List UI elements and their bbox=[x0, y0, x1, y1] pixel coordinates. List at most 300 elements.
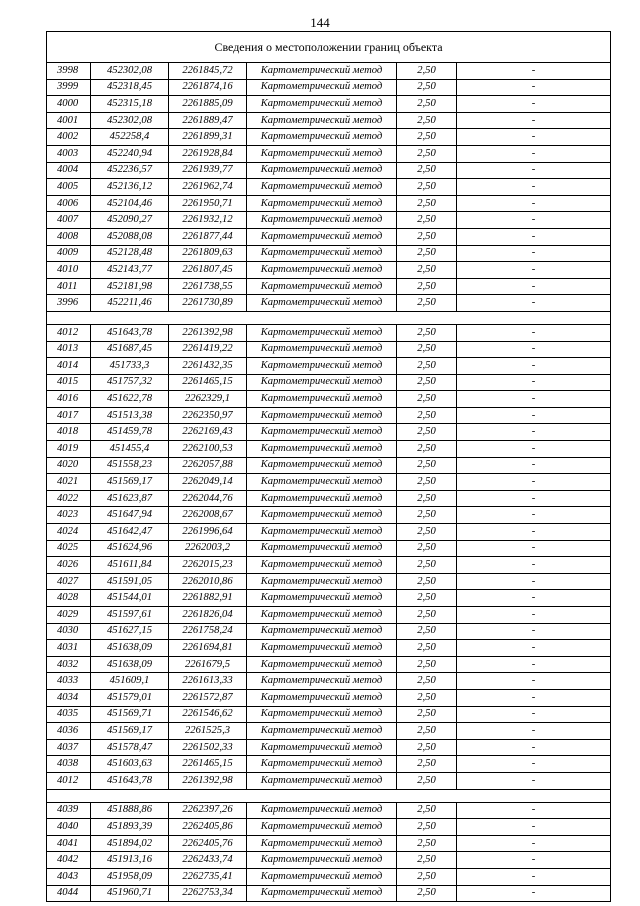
point-number-cell: 4010 bbox=[47, 262, 91, 279]
description-cell: - bbox=[457, 756, 611, 773]
accuracy-cell: 2,50 bbox=[397, 673, 457, 690]
description-cell: - bbox=[457, 162, 611, 179]
method-cell: Картометрический метод bbox=[247, 490, 397, 507]
y-coordinate-cell: 2261939,77 bbox=[169, 162, 247, 179]
accuracy-cell: 2,50 bbox=[397, 819, 457, 836]
x-coordinate-cell: 451687,45 bbox=[91, 341, 169, 358]
method-cell: Картометрический метод bbox=[247, 590, 397, 607]
method-cell: Картометрический метод bbox=[247, 706, 397, 723]
method-cell: Картометрический метод bbox=[247, 195, 397, 212]
accuracy-cell: 2,50 bbox=[397, 162, 457, 179]
table-row bbox=[47, 407, 611, 424]
description-cell: - bbox=[457, 374, 611, 391]
point-number-cell: 4033 bbox=[47, 673, 91, 690]
description-cell: - bbox=[457, 262, 611, 279]
x-coordinate-cell: 452302,08 bbox=[91, 112, 169, 129]
y-coordinate-cell: 2262433,74 bbox=[169, 852, 247, 869]
method-cell: Картометрический метод bbox=[247, 819, 397, 836]
method-cell: Картометрический метод bbox=[247, 623, 397, 640]
accuracy-cell: 2,50 bbox=[397, 245, 457, 262]
point-number-cell: 4022 bbox=[47, 490, 91, 507]
group-separator bbox=[47, 311, 611, 324]
table-row bbox=[47, 524, 611, 541]
table-title-row bbox=[47, 32, 611, 63]
accuracy-cell: 2,50 bbox=[397, 739, 457, 756]
table-row bbox=[47, 868, 611, 885]
y-coordinate-cell: 2261996,64 bbox=[169, 524, 247, 541]
y-coordinate-cell: 2261899,31 bbox=[169, 129, 247, 146]
table-row bbox=[47, 689, 611, 706]
description-cell: - bbox=[457, 358, 611, 375]
point-number-cell: 4004 bbox=[47, 162, 91, 179]
method-cell: Картометрический метод bbox=[247, 540, 397, 557]
table-row bbox=[47, 374, 611, 391]
method-cell: Картометрический метод bbox=[247, 457, 397, 474]
point-number-cell: 4039 bbox=[47, 802, 91, 819]
accuracy-cell: 2,50 bbox=[397, 212, 457, 229]
y-coordinate-cell: 2261525,3 bbox=[169, 723, 247, 740]
x-coordinate-cell: 452236,57 bbox=[91, 162, 169, 179]
x-coordinate-cell: 452088,08 bbox=[91, 228, 169, 245]
y-coordinate-cell: 2261730,89 bbox=[169, 295, 247, 312]
x-coordinate-cell: 451643,78 bbox=[91, 772, 169, 789]
x-coordinate-cell: 451591,05 bbox=[91, 573, 169, 590]
y-coordinate-cell: 2261546,62 bbox=[169, 706, 247, 723]
description-cell: - bbox=[457, 607, 611, 624]
y-coordinate-cell: 2262405,86 bbox=[169, 819, 247, 836]
description-cell: - bbox=[457, 507, 611, 524]
x-coordinate-cell: 452104,46 bbox=[91, 195, 169, 212]
page-number: 144 bbox=[310, 15, 330, 30]
y-coordinate-cell: 2261502,33 bbox=[169, 739, 247, 756]
description-cell: - bbox=[457, 689, 611, 706]
description-cell: - bbox=[457, 112, 611, 129]
accuracy-cell: 2,50 bbox=[397, 573, 457, 590]
x-coordinate-cell: 451642,47 bbox=[91, 524, 169, 541]
x-coordinate-cell: 452143,77 bbox=[91, 262, 169, 279]
method-cell: Картометрический метод bbox=[247, 63, 397, 80]
boundary-table bbox=[46, 31, 611, 902]
y-coordinate-cell: 2261694,81 bbox=[169, 640, 247, 657]
accuracy-cell: 2,50 bbox=[397, 623, 457, 640]
y-coordinate-cell: 2261932,12 bbox=[169, 212, 247, 229]
table-row bbox=[47, 607, 611, 624]
description-cell: - bbox=[457, 145, 611, 162]
method-cell: Картометрический метод bbox=[247, 673, 397, 690]
method-cell: Картометрический метод bbox=[247, 374, 397, 391]
method-cell: Картометрический метод bbox=[247, 424, 397, 441]
point-number-cell: 4011 bbox=[47, 278, 91, 295]
description-cell: - bbox=[457, 885, 611, 902]
x-coordinate-cell: 451623,87 bbox=[91, 490, 169, 507]
accuracy-cell: 2,50 bbox=[397, 374, 457, 391]
y-coordinate-cell: 2261613,33 bbox=[169, 673, 247, 690]
method-cell: Картометрический метод bbox=[247, 278, 397, 295]
x-coordinate-cell: 451894,02 bbox=[91, 835, 169, 852]
x-coordinate-cell: 451603,63 bbox=[91, 756, 169, 773]
description-cell: - bbox=[457, 772, 611, 789]
table-row bbox=[47, 79, 611, 96]
accuracy-cell: 2,50 bbox=[397, 129, 457, 146]
accuracy-cell: 2,50 bbox=[397, 424, 457, 441]
description-cell: - bbox=[457, 739, 611, 756]
x-coordinate-cell: 451958,09 bbox=[91, 868, 169, 885]
method-cell: Картометрический метод bbox=[247, 341, 397, 358]
y-coordinate-cell: 2261882,91 bbox=[169, 590, 247, 607]
accuracy-cell: 2,50 bbox=[397, 607, 457, 624]
description-cell: - bbox=[457, 623, 611, 640]
description-cell: - bbox=[457, 441, 611, 458]
table-row bbox=[47, 424, 611, 441]
accuracy-cell: 2,50 bbox=[397, 835, 457, 852]
method-cell: Картометрический метод bbox=[247, 835, 397, 852]
x-coordinate-cell: 451643,78 bbox=[91, 324, 169, 341]
accuracy-cell: 2,50 bbox=[397, 490, 457, 507]
description-cell: - bbox=[457, 278, 611, 295]
point-number-cell: 4017 bbox=[47, 407, 91, 424]
accuracy-cell: 2,50 bbox=[397, 640, 457, 657]
point-number-cell: 4006 bbox=[47, 195, 91, 212]
point-number-cell: 4005 bbox=[47, 179, 91, 196]
table-row bbox=[47, 772, 611, 789]
y-coordinate-cell: 2262753,34 bbox=[169, 885, 247, 902]
group-separator bbox=[47, 789, 611, 802]
method-cell: Картометрический метод bbox=[247, 885, 397, 902]
table-row bbox=[47, 706, 611, 723]
table-row bbox=[47, 457, 611, 474]
table-row bbox=[47, 623, 611, 640]
accuracy-cell: 2,50 bbox=[397, 689, 457, 706]
y-coordinate-cell: 2261889,47 bbox=[169, 112, 247, 129]
description-cell: - bbox=[457, 79, 611, 96]
accuracy-cell: 2,50 bbox=[397, 852, 457, 869]
description-cell: - bbox=[457, 407, 611, 424]
method-cell: Картометрический метод bbox=[247, 162, 397, 179]
point-number-cell: 4026 bbox=[47, 557, 91, 574]
table-row bbox=[47, 573, 611, 590]
point-number-cell: 4000 bbox=[47, 96, 91, 113]
table-row bbox=[47, 228, 611, 245]
x-coordinate-cell: 452302,08 bbox=[91, 63, 169, 80]
group-separator-row bbox=[47, 311, 611, 324]
table-row bbox=[47, 162, 611, 179]
y-coordinate-cell: 2262169,43 bbox=[169, 424, 247, 441]
y-coordinate-cell: 2261572,87 bbox=[169, 689, 247, 706]
point-number-cell: 4025 bbox=[47, 540, 91, 557]
table-row bbox=[47, 802, 611, 819]
method-cell: Картометрический метод bbox=[247, 723, 397, 740]
method-cell: Картометрический метод bbox=[247, 129, 397, 146]
description-cell: - bbox=[457, 540, 611, 557]
table-body bbox=[47, 32, 611, 902]
table-row bbox=[47, 852, 611, 869]
y-coordinate-cell: 2261392,98 bbox=[169, 772, 247, 789]
y-coordinate-cell: 2261807,45 bbox=[169, 262, 247, 279]
point-number-cell: 4040 bbox=[47, 819, 91, 836]
accuracy-cell: 2,50 bbox=[397, 407, 457, 424]
method-cell: Картометрический метод bbox=[247, 557, 397, 574]
table-row bbox=[47, 391, 611, 408]
table-row bbox=[47, 441, 611, 458]
accuracy-cell: 2,50 bbox=[397, 79, 457, 96]
description-cell: - bbox=[457, 590, 611, 607]
point-number-cell: 4008 bbox=[47, 228, 91, 245]
y-coordinate-cell: 2261465,15 bbox=[169, 374, 247, 391]
y-coordinate-cell: 2262397,26 bbox=[169, 802, 247, 819]
point-number-cell: 4021 bbox=[47, 474, 91, 491]
description-cell: - bbox=[457, 868, 611, 885]
accuracy-cell: 2,50 bbox=[397, 228, 457, 245]
x-coordinate-cell: 452136,12 bbox=[91, 179, 169, 196]
y-coordinate-cell: 2261885,09 bbox=[169, 96, 247, 113]
y-coordinate-cell: 2261845,72 bbox=[169, 63, 247, 80]
method-cell: Картометрический метод bbox=[247, 441, 397, 458]
method-cell: Картометрический метод bbox=[247, 212, 397, 229]
accuracy-cell: 2,50 bbox=[397, 507, 457, 524]
point-number-cell: 4002 bbox=[47, 129, 91, 146]
point-number-cell: 4024 bbox=[47, 524, 91, 541]
x-coordinate-cell: 451624,96 bbox=[91, 540, 169, 557]
x-coordinate-cell: 451757,32 bbox=[91, 374, 169, 391]
x-coordinate-cell: 452090,27 bbox=[91, 212, 169, 229]
x-coordinate-cell: 451569,17 bbox=[91, 723, 169, 740]
y-coordinate-cell: 2262003,2 bbox=[169, 540, 247, 557]
y-coordinate-cell: 2261962,74 bbox=[169, 179, 247, 196]
accuracy-cell: 2,50 bbox=[397, 195, 457, 212]
x-coordinate-cell: 451609,1 bbox=[91, 673, 169, 690]
point-number-cell: 4019 bbox=[47, 441, 91, 458]
accuracy-cell: 2,50 bbox=[397, 590, 457, 607]
description-cell: - bbox=[457, 391, 611, 408]
x-coordinate-cell: 451455,4 bbox=[91, 441, 169, 458]
x-coordinate-cell: 451597,61 bbox=[91, 607, 169, 624]
x-coordinate-cell: 451579,01 bbox=[91, 689, 169, 706]
table-row bbox=[47, 324, 611, 341]
accuracy-cell: 2,50 bbox=[397, 112, 457, 129]
description-cell: - bbox=[457, 424, 611, 441]
x-coordinate-cell: 451893,39 bbox=[91, 819, 169, 836]
y-coordinate-cell: 2261877,44 bbox=[169, 228, 247, 245]
point-number-cell: 4012 bbox=[47, 324, 91, 341]
point-number-cell: 4009 bbox=[47, 245, 91, 262]
method-cell: Картометрический метод bbox=[247, 358, 397, 375]
point-number-cell: 4014 bbox=[47, 358, 91, 375]
x-coordinate-cell: 451888,86 bbox=[91, 802, 169, 819]
point-number-cell: 4032 bbox=[47, 656, 91, 673]
table-row bbox=[47, 341, 611, 358]
accuracy-cell: 2,50 bbox=[397, 802, 457, 819]
method-cell: Картометрический метод bbox=[247, 145, 397, 162]
accuracy-cell: 2,50 bbox=[397, 540, 457, 557]
point-number-cell: 3999 bbox=[47, 79, 91, 96]
point-number-cell: 4029 bbox=[47, 607, 91, 624]
accuracy-cell: 2,50 bbox=[397, 324, 457, 341]
table-row bbox=[47, 885, 611, 902]
accuracy-cell: 2,50 bbox=[397, 772, 457, 789]
point-number-cell: 3998 bbox=[47, 63, 91, 80]
description-cell: - bbox=[457, 228, 611, 245]
y-coordinate-cell: 2262100,53 bbox=[169, 441, 247, 458]
point-number-cell: 4034 bbox=[47, 689, 91, 706]
accuracy-cell: 2,50 bbox=[397, 145, 457, 162]
table-row bbox=[47, 507, 611, 524]
table-row bbox=[47, 590, 611, 607]
method-cell: Картометрический метод bbox=[247, 689, 397, 706]
method-cell: Картометрический метод bbox=[247, 262, 397, 279]
table-title: Сведения о местоположении границ объекта bbox=[47, 32, 611, 63]
point-number-cell: 4031 bbox=[47, 640, 91, 657]
y-coordinate-cell: 2261809,63 bbox=[169, 245, 247, 262]
group-separator-row bbox=[47, 789, 611, 802]
table-row bbox=[47, 739, 611, 756]
x-coordinate-cell: 451578,47 bbox=[91, 739, 169, 756]
accuracy-cell: 2,50 bbox=[397, 295, 457, 312]
method-cell: Картометрический метод bbox=[247, 656, 397, 673]
description-cell: - bbox=[457, 195, 611, 212]
description-cell: - bbox=[457, 640, 611, 657]
x-coordinate-cell: 452211,46 bbox=[91, 295, 169, 312]
y-coordinate-cell: 2261950,71 bbox=[169, 195, 247, 212]
method-cell: Картометрический метод bbox=[247, 756, 397, 773]
table-row bbox=[47, 212, 611, 229]
method-cell: Картометрический метод bbox=[247, 228, 397, 245]
y-coordinate-cell: 2262008,67 bbox=[169, 507, 247, 524]
y-coordinate-cell: 2262329,1 bbox=[169, 391, 247, 408]
point-number-cell: 4038 bbox=[47, 756, 91, 773]
description-cell: - bbox=[457, 96, 611, 113]
method-cell: Картометрический метод bbox=[247, 507, 397, 524]
accuracy-cell: 2,50 bbox=[397, 885, 457, 902]
point-number-cell: 4015 bbox=[47, 374, 91, 391]
method-cell: Картометрический метод bbox=[247, 407, 397, 424]
accuracy-cell: 2,50 bbox=[397, 756, 457, 773]
accuracy-cell: 2,50 bbox=[397, 723, 457, 740]
method-cell: Картометрический метод bbox=[247, 96, 397, 113]
description-cell: - bbox=[457, 324, 611, 341]
point-number-cell: 4028 bbox=[47, 590, 91, 607]
accuracy-cell: 2,50 bbox=[397, 524, 457, 541]
x-coordinate-cell: 451513,38 bbox=[91, 407, 169, 424]
y-coordinate-cell: 2261465,15 bbox=[169, 756, 247, 773]
x-coordinate-cell: 451569,71 bbox=[91, 706, 169, 723]
y-coordinate-cell: 2261419,22 bbox=[169, 341, 247, 358]
description-cell: - bbox=[457, 63, 611, 80]
point-number-cell: 4027 bbox=[47, 573, 91, 590]
x-coordinate-cell: 452258,4 bbox=[91, 129, 169, 146]
y-coordinate-cell: 2261738,55 bbox=[169, 278, 247, 295]
accuracy-cell: 2,50 bbox=[397, 63, 457, 80]
y-coordinate-cell: 2262010,86 bbox=[169, 573, 247, 590]
point-number-cell: 3996 bbox=[47, 295, 91, 312]
description-cell: - bbox=[457, 557, 611, 574]
y-coordinate-cell: 2261874,16 bbox=[169, 79, 247, 96]
y-coordinate-cell: 2262044,76 bbox=[169, 490, 247, 507]
x-coordinate-cell: 451569,17 bbox=[91, 474, 169, 491]
accuracy-cell: 2,50 bbox=[397, 706, 457, 723]
accuracy-cell: 2,50 bbox=[397, 441, 457, 458]
x-coordinate-cell: 451544,01 bbox=[91, 590, 169, 607]
description-cell: - bbox=[457, 819, 611, 836]
table-row bbox=[47, 640, 611, 657]
x-coordinate-cell: 451960,71 bbox=[91, 885, 169, 902]
accuracy-cell: 2,50 bbox=[397, 341, 457, 358]
description-cell: - bbox=[457, 295, 611, 312]
point-number-cell: 4020 bbox=[47, 457, 91, 474]
table-row bbox=[47, 112, 611, 129]
description-cell: - bbox=[457, 802, 611, 819]
table-row bbox=[47, 474, 611, 491]
accuracy-cell: 2,50 bbox=[397, 278, 457, 295]
accuracy-cell: 2,50 bbox=[397, 868, 457, 885]
point-number-cell: 4037 bbox=[47, 739, 91, 756]
y-coordinate-cell: 2261758,24 bbox=[169, 623, 247, 640]
table-row bbox=[47, 245, 611, 262]
description-cell: - bbox=[457, 835, 611, 852]
description-cell: - bbox=[457, 656, 611, 673]
y-coordinate-cell: 2262405,76 bbox=[169, 835, 247, 852]
x-coordinate-cell: 452240,94 bbox=[91, 145, 169, 162]
method-cell: Картометрический метод bbox=[247, 245, 397, 262]
description-cell: - bbox=[457, 524, 611, 541]
method-cell: Картометрический метод bbox=[247, 852, 397, 869]
y-coordinate-cell: 2262057,88 bbox=[169, 457, 247, 474]
point-number-cell: 4016 bbox=[47, 391, 91, 408]
point-number-cell: 4001 bbox=[47, 112, 91, 129]
method-cell: Картометрический метод bbox=[247, 474, 397, 491]
point-number-cell: 4013 bbox=[47, 341, 91, 358]
table-row bbox=[47, 557, 611, 574]
x-coordinate-cell: 451558,23 bbox=[91, 457, 169, 474]
table-row bbox=[47, 656, 611, 673]
description-cell: - bbox=[457, 179, 611, 196]
table-row bbox=[47, 179, 611, 196]
method-cell: Картометрический метод bbox=[247, 179, 397, 196]
method-cell: Картометрический метод bbox=[247, 640, 397, 657]
point-number-cell: 4007 bbox=[47, 212, 91, 229]
x-coordinate-cell: 451647,94 bbox=[91, 507, 169, 524]
accuracy-cell: 2,50 bbox=[397, 457, 457, 474]
point-number-cell: 4036 bbox=[47, 723, 91, 740]
point-number-cell: 4041 bbox=[47, 835, 91, 852]
y-coordinate-cell: 2261392,98 bbox=[169, 324, 247, 341]
x-coordinate-cell: 451733,3 bbox=[91, 358, 169, 375]
method-cell: Картометрический метод bbox=[247, 573, 397, 590]
y-coordinate-cell: 2262735,41 bbox=[169, 868, 247, 885]
method-cell: Картометрический метод bbox=[247, 868, 397, 885]
point-number-cell: 4043 bbox=[47, 868, 91, 885]
description-cell: - bbox=[457, 245, 611, 262]
method-cell: Картометрический метод bbox=[247, 391, 397, 408]
table-row bbox=[47, 295, 611, 312]
method-cell: Картометрический метод bbox=[247, 524, 397, 541]
description-cell: - bbox=[457, 457, 611, 474]
table-row bbox=[47, 819, 611, 836]
description-cell: - bbox=[457, 129, 611, 146]
accuracy-cell: 2,50 bbox=[397, 557, 457, 574]
x-coordinate-cell: 451627,15 bbox=[91, 623, 169, 640]
x-coordinate-cell: 451622,78 bbox=[91, 391, 169, 408]
description-cell: - bbox=[457, 673, 611, 690]
table-row bbox=[47, 490, 611, 507]
method-cell: Картометрический метод bbox=[247, 112, 397, 129]
accuracy-cell: 2,50 bbox=[397, 391, 457, 408]
x-coordinate-cell: 452128,48 bbox=[91, 245, 169, 262]
x-coordinate-cell: 451638,09 bbox=[91, 656, 169, 673]
table-row bbox=[47, 723, 611, 740]
table-row bbox=[47, 262, 611, 279]
method-cell: Картометрический метод bbox=[247, 607, 397, 624]
point-number-cell: 4012 bbox=[47, 772, 91, 789]
